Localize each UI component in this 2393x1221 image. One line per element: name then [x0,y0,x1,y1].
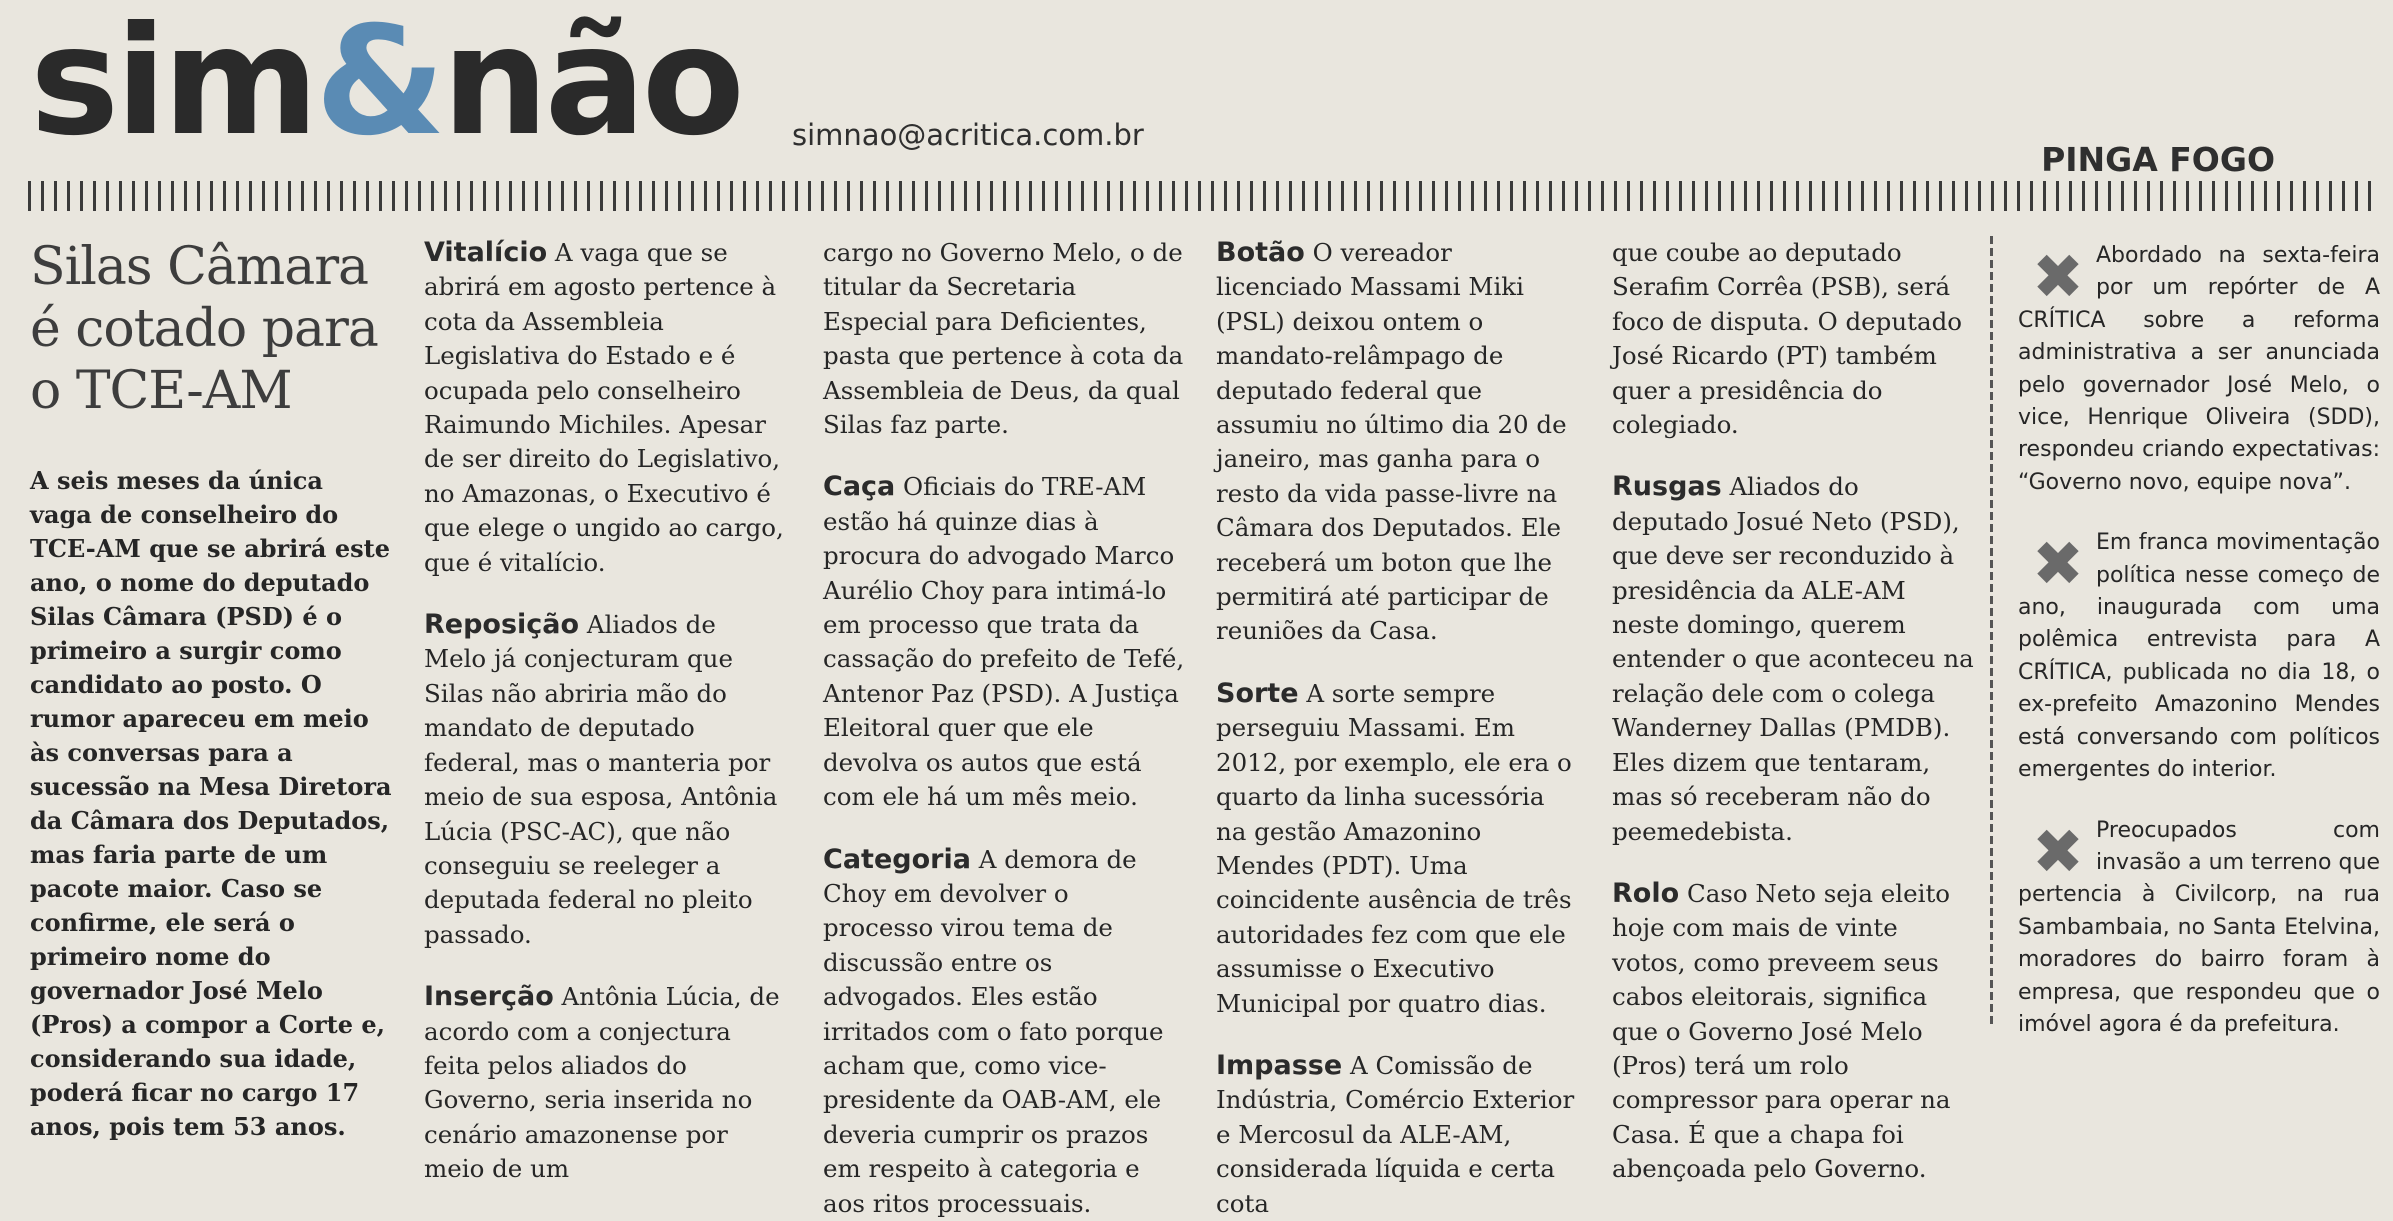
x-mark-icon: ✖ [2032,814,2084,888]
news-item [1216,677,1580,1021]
note-text: Preocupados com invasão a um terreno que pertencia à Civilcorp, na rua Sambambaia, no Santa Etelvina, moradores do bairro foram à empresa, que respondeu que o imóvel agora é da prefeitura. [2018,817,2380,1037]
lead-paragraph: A seis meses da única vaga de conselheiro do TCE-AM que se abrirá este ano, o nome do deputado Silas Câmara (PSD) é o primeiro a surgir como candidato ao posto. O rumor apareceu em meio às conversas para a sucessão na Mesa Diretora da Câmara dos Deputados, mas faria parte de um pacote maior. Caso se confirme, ele será o primeiro nome do governador José Melo (Pros) a compor a Corte e, considerando sua idade, poderá ficar no cargo 17 anos, pois tem 53 anos. [30,466,392,1141]
item-keyword: Caça [823,471,896,503]
note-text: Em franca movimentação política nesse começo de ano, inaugurada com uma polêmica entrevista para A CRÍTICA, publicada no dia 18, o ex-prefeito Amazonino Mendes está conversando com políticos emergentes do interior. [2018,530,2380,783]
item-text: Oficiais do TRE-AM estão há quinze dias à procura do advogado Marco Aurélio Choy para intimá-lo em processo que trata da cassação do prefeito de Tefé, Antenor Paz (PSD). A Justiça Eleitoral quer que ele devolva os autos que está com ele há um mês meio. [823,472,1185,812]
item-text: Caso Neto seja eleito hoje com mais de vinte votos, como preveem seus cabos eleitorais, significa que o Governo José Melo (Pros) terá um rolo compressor para operar na Casa. É que a chapa foi abençoada pelo Governo. [1612,878,1951,1184]
note-item [2018,240,2380,499]
item-text: Antônia Lúcia, de acordo com a conjectura feita pelos aliados do Governo, seria inserida no cenário amazonense por meio de um [424,982,780,1184]
item-keyword: Reposição [424,609,580,641]
item-keyword: Sorte [1216,677,1299,709]
item-text: Aliados do deputado Josué Neto (PSD), que deve ser reconduzido à presidência da ALE-AM neste domingo, querem entender o que aconteceu na relação dele com o colega Wanderney Dallas (PMDB). Eles dizem que tentaram, mas só receberam não do peemedebista. [1612,472,1974,846]
item-text: A demora de Choy em devolver o processo virou tema de discussão entre os advogados. Eles estão irritados com o fato porque acham que, como vice-presidente da OAB-AM, ele deveria cumprir os prazos em respeito à categoria e aos ritos processuais. [823,844,1164,1218]
news-item [424,980,784,1186]
contact-email[interactable]: simnao@acritica.com.br [792,118,1144,152]
item-keyword: Botão [1216,237,1305,268]
news-item [1216,1049,1580,1221]
item-text: cargo no Governo Melo, o de titular da Secretaria Especial para Deficientes, pasta que pertence à cota da Assembleia de Deus, da qual Silas faz parte. [823,238,1184,440]
news-item [1216,236,1580,649]
masthead-title-sim: sim [30,0,315,169]
item-text: A Comissão de Indústria, Comércio Exterior e Mercosul da ALE-AM, considerada líquida e certa cota [1216,1050,1575,1218]
news-item [823,843,1185,1221]
item-keyword: Impasse [1216,1049,1343,1081]
item-keyword: Rolo [1612,877,1680,909]
masthead-title-ampersand: & [315,0,442,169]
masthead-title [30,0,741,169]
news-item [823,470,1185,814]
news-item [1612,877,1974,1187]
item-text: A vaga que se abrirá em agosto pertence à cota da Assembleia Legislativa do Estado e é ocupada pelo conselheiro Raimundo Michiles. Apesar de ser direito do Legislativo, no Amazonas, o Executivo é que elege o ungido ao cargo, que é vitalício. [424,238,784,577]
column-5 [1612,236,1974,1184]
item-text: O vereador licenciado Massami Miki (PSL) deixou ontem o mandato-relâmpago de deputado federal que assumiu no último dia 20 de janeiro, mas ganha para o resto da vida passe-livre na Câmara dos Deputados. Ele receberá um boton que lhe permitirá até participar de reuniões da Casa. [1216,238,1567,646]
news-item [424,236,784,580]
item-keyword: Rusgas [1612,471,1722,503]
note-item [2018,815,2380,1042]
item-keyword: Categoria [823,843,971,875]
x-mark-icon: ✖ [2032,527,2084,601]
news-item-continued [823,236,1185,442]
section-tag: PINGA FOGO [2041,140,2275,179]
x-mark-icon: ✖ [2032,240,2084,313]
masthead-title-nao: não [441,0,741,169]
news-item [1612,470,1974,848]
column-divider [1990,236,1993,1026]
notes-column [2018,240,2380,1069]
column-3 [823,236,1185,1218]
item-text: que coube ao deputado Serafim Corrêa (PSB), será foco de disputa. O deputado José Ricardo (PT) também quer a presidência do colegiado. [1612,238,1963,440]
item-text: Aliados de Melo já conjecturam que Silas não abriria mão do mandato de deputado federal, mas o manteria por meio de sua esposa, Antônia Lúcia (PSC-AC), que não conseguiu se reeleger a deputada federal no pleito passado. [424,610,778,949]
news-item [424,608,784,952]
item-text: A sorte sempre perseguiu Massami. Em 2012, por exemplo, ele era o quarto da linha sucessória na gestão Amazonino Mendes (PDT). Uma coincidente ausência de três autoridades fez com que ele assumisse o Executivo Municipal por quatro dias. [1216,678,1572,1018]
headline: Silas Câmara é cotado para o TCE-AM [30,237,378,421]
note-item [2018,527,2380,786]
tick-rule-divider [28,181,2375,211]
item-keyword: Vitalício [424,237,548,268]
item-keyword: Inserção [424,981,554,1013]
news-item-continued [1612,236,1974,442]
column-2 [424,236,784,1184]
note-text: Abordado na sexta-feira por um repórter de A CRÍTICA sobre a reforma administrativa a ser anunciada pelo governador José Melo, o vice, Henrique Oliveira (SDD), respondeu criando expectativas: “Governo novo, equipe nova”. [2018,243,2380,495]
column-4 [1216,236,1580,1218]
